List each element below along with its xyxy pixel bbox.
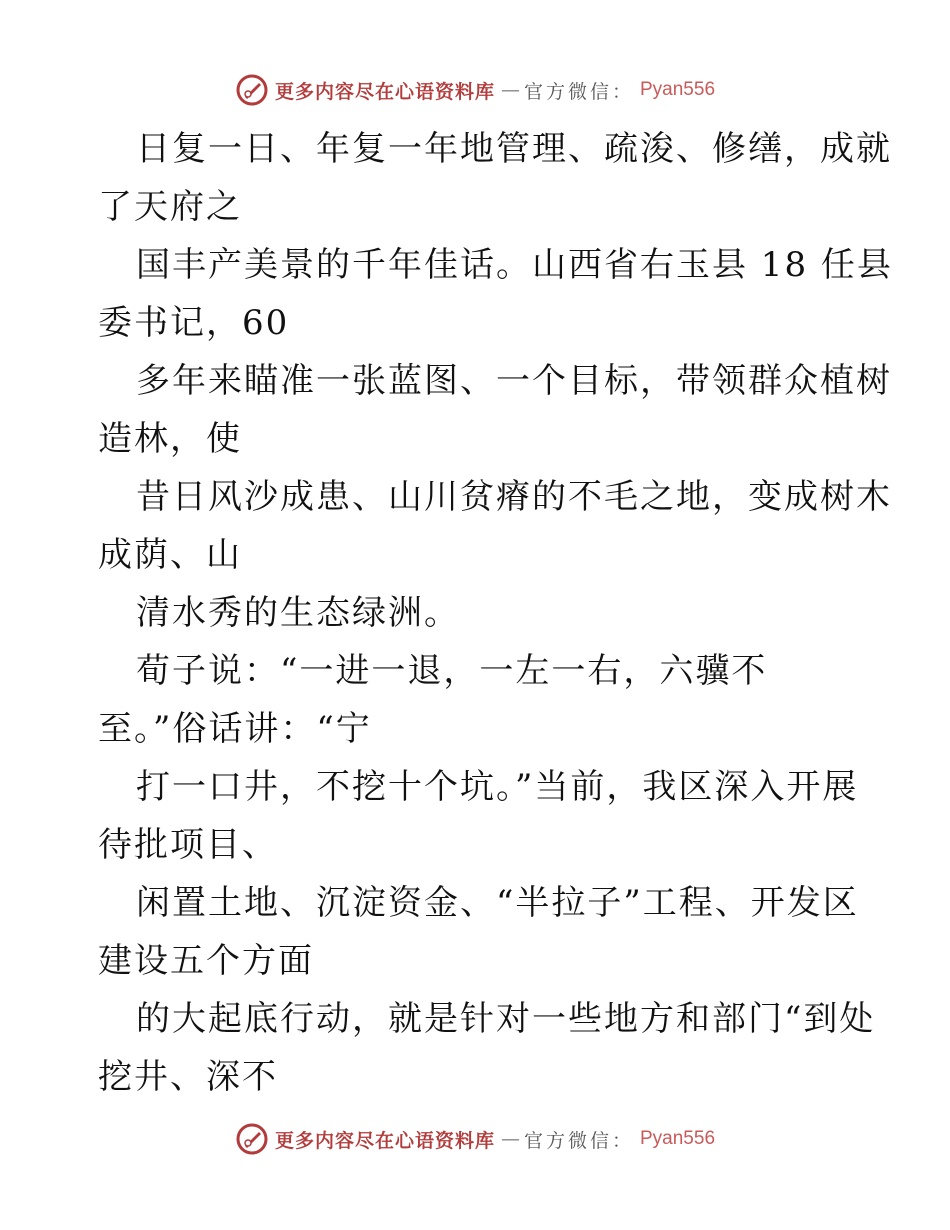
text-line: 委书记，60 (98, 303, 290, 343)
banner-wechat-id: Pyan556 (640, 1128, 716, 1149)
text-line: 打一口井，不挖十个坑。”当前，我区深入开展 (136, 767, 859, 807)
footer-watermark (0, 1119, 950, 1159)
banner-dash: — (500, 79, 518, 101)
text-line: 待批项目、 (98, 825, 278, 865)
header-watermark (0, 70, 950, 110)
text-line: 造林，使 (98, 419, 242, 459)
text-line: 清水秀的生态绿洲。 (136, 593, 460, 633)
text-line: 的大起底行动，就是针对一些地方和部门“到处 (136, 999, 876, 1039)
text-line: 成荫、山 (98, 535, 242, 575)
text-line: 多年来瞄准一张蓝图、一个目标，带领群众植树 (136, 361, 892, 401)
text-line: 荀子说：“一进一退，一左一右，六骥不 (136, 651, 768, 691)
document-body (98, 120, 893, 1106)
text-line: 至。”俗话讲：“宁 (98, 709, 372, 749)
text-line: 昔日风沙成患、山川贫瘠的不毛之地，变成树木 (136, 477, 892, 517)
banner-text: 更多内容尽在心语资料库 (274, 1129, 495, 1152)
banner-text: 更多内容尽在心语资料库 (274, 80, 495, 103)
text-line: 了天府之 (98, 187, 242, 227)
text-line: 挖井、深不 (98, 1057, 278, 1097)
text-line: 闲置土地、沉淀资金、“半拉子”工程、开发区 (136, 883, 859, 923)
banner-wechat-id: Pyan556 (640, 79, 716, 100)
banner-wechat-label: 官方微信： (523, 80, 634, 103)
pen-logo-icon (235, 1122, 269, 1156)
banner-wechat-label: 官方微信： (523, 1129, 634, 1152)
text-line: 日复一日、年复一年地管理、疏浚、修缮，成就 (136, 129, 892, 169)
pen-logo-icon (235, 73, 269, 107)
banner-dash: — (500, 1128, 518, 1150)
text-line: 国丰产美景的千年佳话。山西省右玉县 18 任县 (136, 245, 893, 285)
text-line: 建设五个方面 (98, 941, 314, 981)
